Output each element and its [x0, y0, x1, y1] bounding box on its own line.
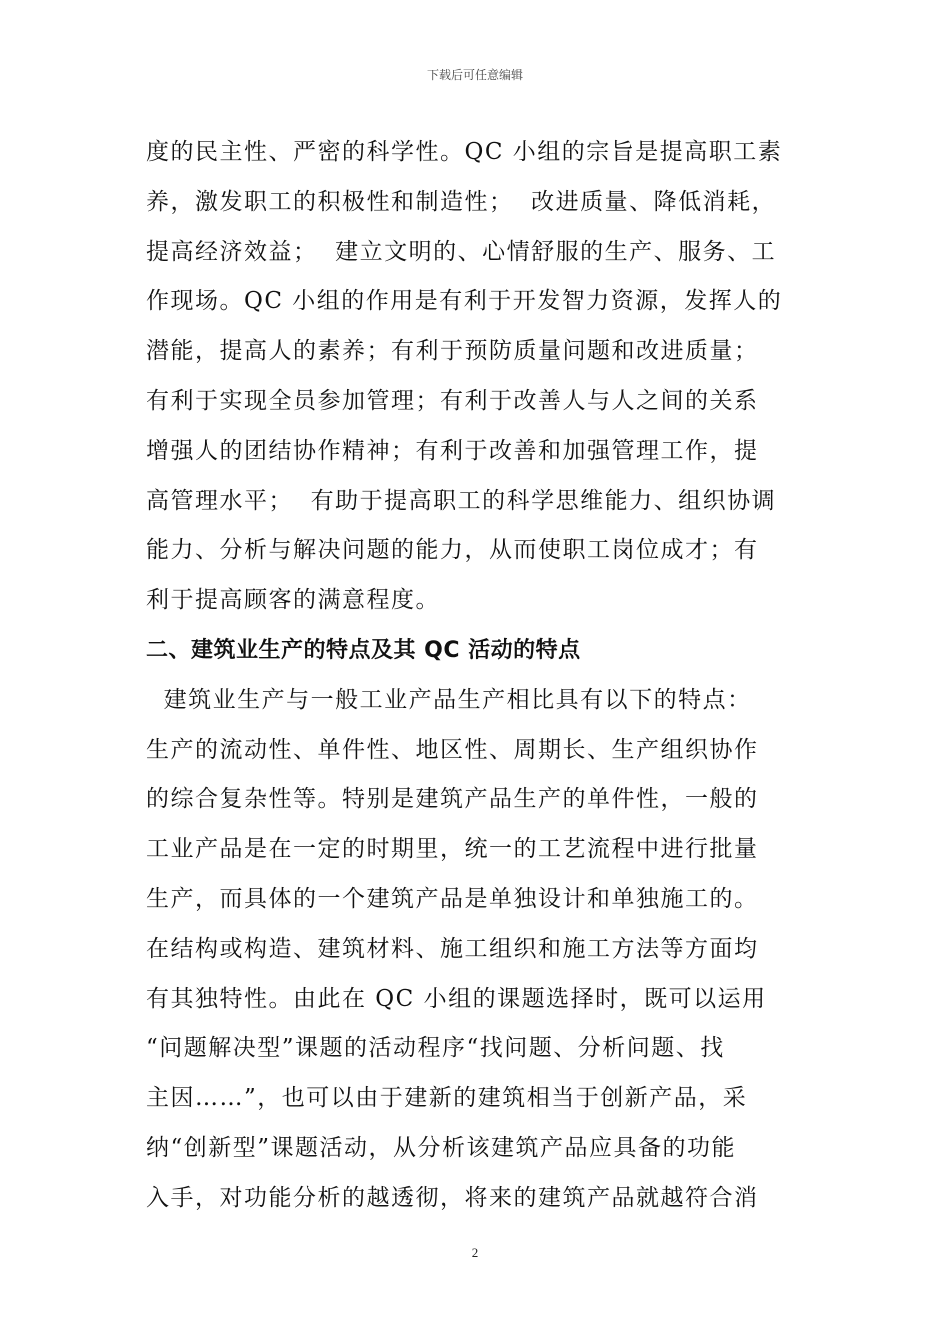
paragraph-line: 有利于实现全员参加管理；有利于改善人与人之间的关系 — [146, 387, 759, 414]
paragraph-line: 建筑业生产与一般工业产品生产相比具有以下的特点： — [146, 686, 752, 713]
page-header: 下载后可任意编辑 — [426, 68, 523, 82]
paragraph-line: 利于提高顾客的满意程度。 — [146, 587, 440, 614]
paragraph-line: 提高经济效益； 建立文明的、心情舒服的生产、服务、工 — [146, 238, 777, 265]
paragraph-line: 增强人的团结协作精神；有利于改善和加强管理工作，提 — [146, 437, 759, 464]
paragraph-line: 的综合复杂性等。特别是建筑产品生产的单件性，一般的 — [146, 786, 759, 813]
paragraph-line: 能力、分析与解决问题的能力，从而使职工岗位成才；有 — [146, 537, 759, 564]
paragraph-line: 潜能，提高人的素养；有利于预防质量问题和改进质量； — [146, 338, 759, 365]
document-body — [146, 128, 806, 1224]
paragraph-line: 高管理水平； 有助于提高职工的科学思维能力、组织协调 — [146, 487, 777, 514]
paragraph-line: 养，激发职工的积极性和制造性； 改进质量、降低消耗， — [146, 188, 777, 215]
paragraph-line: 主因……”，也可以由于建新的建筑相当于创新产品，采 — [146, 1085, 748, 1112]
section-heading: 二、建筑业生产的特点及其 QC 活动的特点 — [146, 637, 581, 663]
paragraph-line: 生产的流动性、单件性、地区性、周期长、生产组织协作 — [146, 736, 759, 763]
paragraph-line: 工业产品是在一定的时期里，统一的工艺流程中进行批量 — [146, 836, 759, 863]
paragraph-line: 纳“创新型”课题活动，从分析该建筑产品应具备的功能 — [146, 1134, 737, 1161]
paragraph-line: 度的民主性、严密的科学性。QC 小组的宗旨是提高职工素 — [146, 139, 783, 165]
paragraph-line: 作现场。QC 小组的作用是有利于开发智力资源，发挥人的 — [146, 288, 783, 315]
paragraph-line: “问题解决型”课题的活动程序“找问题、分析问题、找 — [146, 1035, 725, 1062]
page-number: 2 — [471, 1245, 479, 1260]
paragraph-line: 入手，对功能分析的越透彻，将来的建筑产品就越符合消 — [146, 1184, 759, 1211]
paragraph-line: 生产，而具体的一个建筑产品是单独设计和单独施工的。 — [146, 885, 759, 912]
paragraph-line: 有其独特性。由此在 QC 小组的课题选择时，既可以运用 — [146, 985, 767, 1012]
paragraph-line: 在结构或构造、建筑材料、施工组织和施工方法等方面均 — [146, 935, 759, 962]
